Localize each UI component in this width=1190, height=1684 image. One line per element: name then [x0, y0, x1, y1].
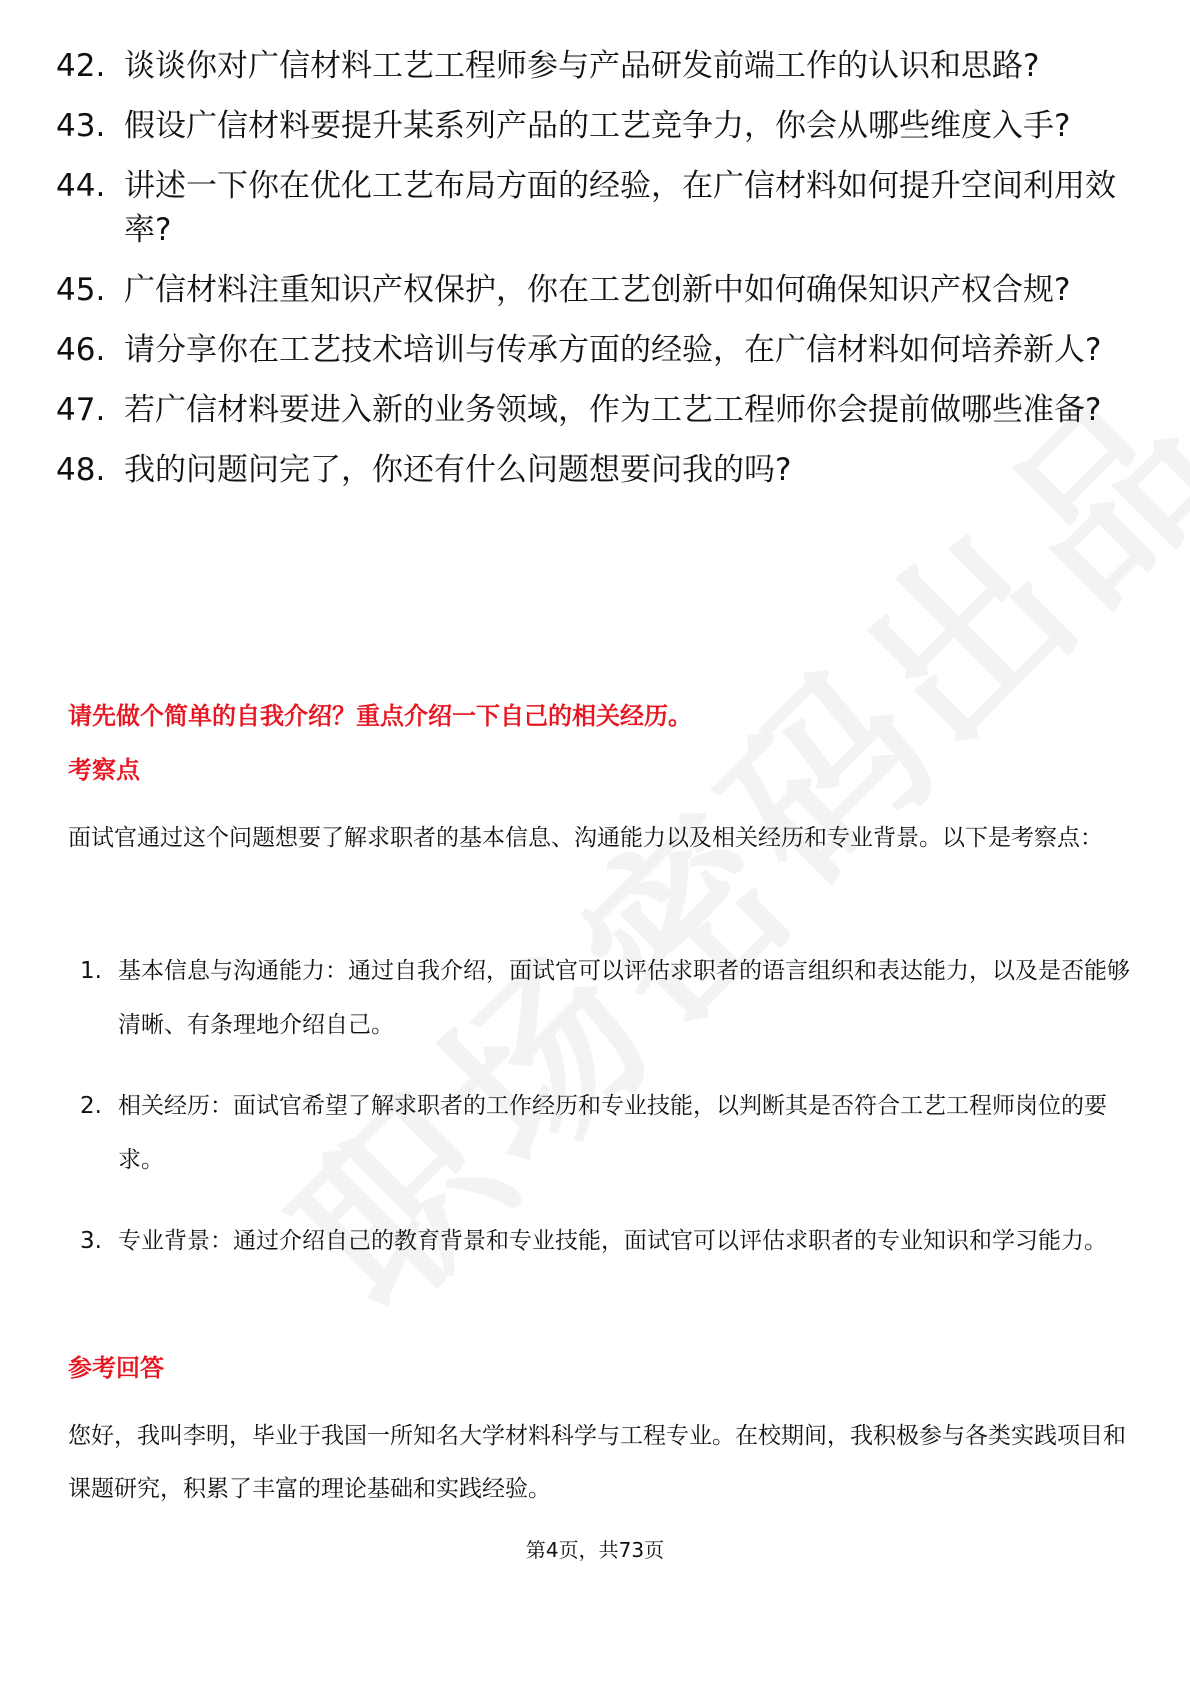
- question-item: [0, 164, 1116, 252]
- question-number: 43.: [56, 108, 106, 144]
- kaochadian-heading: 考察点: [68, 756, 140, 784]
- question-list: [0, 44, 1190, 508]
- question-number: 48.: [56, 452, 106, 488]
- question-number: 46.: [56, 332, 106, 368]
- list-item: [0, 1079, 1130, 1187]
- question-number: 47.: [56, 392, 106, 428]
- question-number: 44.: [56, 168, 106, 204]
- question-text: 若广信材料要进入新的业务领域，作为工艺工程师你会提前做哪些准备?: [124, 392, 1102, 428]
- intro-paragraph: 面试官通过这个问题想要了解求职者的基本信息、沟通能力以及相关经历和专业背景。以下是考察点：: [68, 825, 1103, 851]
- question-item: [0, 388, 1116, 432]
- question-item: [0, 328, 1116, 372]
- section-question-heading: 请先做个简单的自我介绍？重点介绍一下自己的相关经历。: [68, 702, 692, 730]
- list-item: [0, 1214, 1130, 1268]
- question-text: 讲述一下你在优化工艺布局方面的经验，在广信材料如何提升空间利用效率?: [124, 168, 1116, 248]
- answer-paragraph: 您好，我叫李明，毕业于我国一所知名大学材料科学与工程专业。在校期间，我积极参与各类实践项目和课题研究，积累了丰富的理论基础和实践经验。: [68, 1423, 1126, 1502]
- question-item: [0, 44, 1116, 88]
- question-text: 我的问题问完了，你还有什么问题想要问我的吗?: [124, 452, 792, 488]
- question-number: 42.: [56, 48, 106, 84]
- list-item: [0, 944, 1130, 1052]
- answer-heading: 参考回答: [68, 1354, 164, 1382]
- question-item: [0, 268, 1116, 312]
- list-number: 3.: [80, 1228, 102, 1254]
- question-number: 45.: [56, 272, 106, 308]
- question-text: 广信材料注重知识产权保护，你在工艺创新中如何确保知识产权合规?: [124, 272, 1071, 308]
- question-item: [0, 104, 1116, 148]
- list-number: 1.: [80, 958, 102, 984]
- question-text: 谈谈你对广信材料工艺工程师参与产品研发前端工作的认识和思路?: [124, 48, 1040, 84]
- question-text: 请分享你在工艺技术培训与传承方面的经验，在广信材料如何培养新人?: [124, 332, 1102, 368]
- question-item: [0, 448, 1116, 492]
- list-text: 基本信息与沟通能力：通过自我介绍，面试官可以评估求职者的语言组织和表达能力，以及是否能够清晰、有条理地介绍自己。: [118, 958, 1130, 1038]
- page-footer: 第4页，共73页: [525, 1538, 665, 1562]
- list-number: 2.: [80, 1093, 102, 1119]
- kaochadian-list: [0, 944, 1190, 1295]
- list-text: 相关经历：面试官希望了解求职者的工作经历和专业技能，以判断其是否符合工艺工程师岗位的要求。: [118, 1093, 1107, 1173]
- list-text: 专业背景：通过介绍自己的教育背景和专业技能，面试官可以评估求职者的专业知识和学习能力。: [118, 1228, 1107, 1254]
- question-text: 假设广信材料要提升某系列产品的工艺竞争力，你会从哪些维度入手?: [124, 108, 1071, 144]
